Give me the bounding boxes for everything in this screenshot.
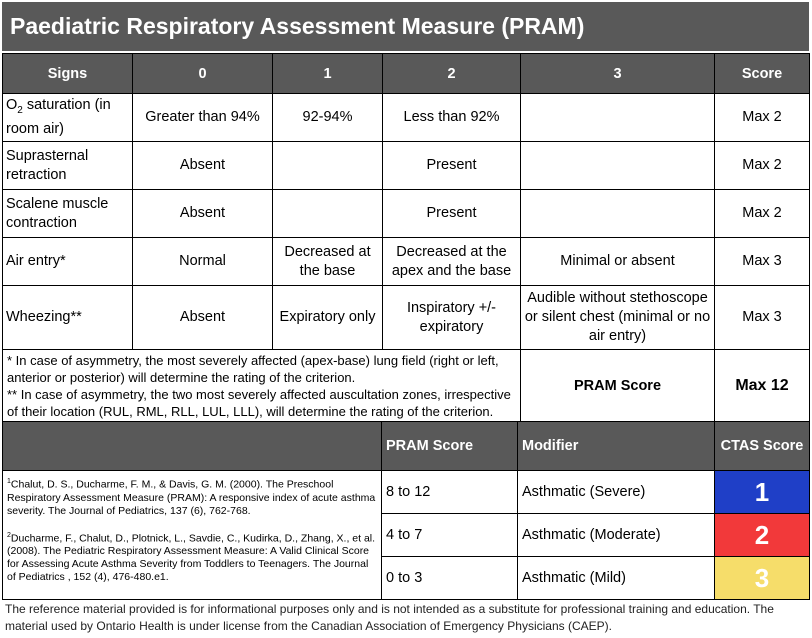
reference-1-number: 1 [7,478,11,485]
sign-label: Scalene muscle contraction [3,190,133,238]
header-score: Score [715,54,810,94]
sign-o2-saturation [3,94,133,142]
cell-0: Absent [133,142,273,190]
cell-3 [521,190,715,238]
cell-3 [521,94,715,142]
pram-score-label: PRAM Score [521,350,715,423]
sign-label: Air entry* [3,238,133,286]
ctas-header-blank [3,422,382,471]
page-title: Paediatric Respiratory Assessment Measure (PRAM) [2,2,809,51]
pram-range: 8 to 12 [382,471,518,514]
cell-2: Present [383,190,521,238]
sign-label: Suprasternal retraction [3,142,133,190]
table-row [3,142,810,190]
cell-1: Decreased at the base [273,238,383,286]
pram-table [2,53,810,423]
table-row [3,238,810,286]
cell-score: Max 2 [715,94,810,142]
ctas-header-pram: PRAM Score [382,422,518,471]
cell-score: Max 2 [715,190,810,238]
cell-3: Audible without stethoscope or silent chest (minimal or no air entry) [521,286,715,350]
cell-1 [273,190,383,238]
ctas-header-ctas: CTAS Score [715,422,810,471]
notes-row [3,350,810,423]
cell-0: Absent [133,190,273,238]
sign-label: Wheezing** [3,286,133,350]
references [3,471,382,600]
cell-3 [521,142,715,190]
table-row [3,286,810,350]
sign-o2-suffix: saturation (in room air) [6,97,111,137]
table-row [3,94,810,142]
pram-score-max: Max 12 [715,350,810,423]
modifier: Asthmatic (Moderate) [518,514,715,557]
asymmetry-notes [3,350,521,423]
reference-1 [7,475,377,518]
cell-2: Inspiratory +/- expiratory [383,286,521,350]
modifier: Asthmatic (Mild) [518,557,715,600]
header-score-1: 1 [273,54,383,94]
cell-score: Max 3 [715,286,810,350]
ctas-level-3: 3 [715,557,810,600]
cell-score: Max 2 [715,142,810,190]
disclaimer-footer: The reference material provided is for informational purposes only and is not intended as a substitute for professional training and education. The material used by Ontario Health is under license from the Canadian Association of Emergency Physicians (CAEP). [5,602,774,633]
header-score-3: 3 [521,54,715,94]
note-wheezing: ** In case of asymmetry, the two most severely affected auscultation zones, irrespective of their location (RUL, RML, RLL, LUL, LLL), will determine the rating of the criterion. [7,387,511,419]
reference-2-number: 2 [7,531,11,539]
ctas-level-1: 1 [715,471,810,514]
cell-3: Minimal or absent [521,238,715,286]
ctas-table [2,421,810,600]
cell-2: Present [383,142,521,190]
cell-0: Normal [133,238,273,286]
cell-1: 92-94% [273,94,383,142]
cell-1 [273,142,383,190]
ctas-header-modifier: Modifier [518,422,715,471]
pram-range: 0 to 3 [382,557,518,600]
modifier: Asthmatic (Severe) [518,471,715,514]
header-score-2: 2 [383,54,521,94]
note-air-entry: * In case of asymmetry, the most severely affected (apex-base) lung field (right or left, anterior or posterior) will determine the rating of the criterion. [7,353,499,385]
ctas-level-2: 2 [715,514,810,557]
ctas-header-row [3,422,810,471]
pram-header-row [3,54,810,94]
reference-2 [7,529,377,585]
ctas-row [3,471,810,514]
cell-2: Less than 92% [383,94,521,142]
table-row [3,190,810,238]
cell-1: Expiratory only [273,286,383,350]
reference-2-text: Ducharme, F., Chalut, D., Plotnick, L., Savdie, C., Kudirka, D., Zhang, X., et al. (2008). The Pediatric Respiratory Assessment Measure: A Valid Clinical Score for Assessing Acute Asthma Severity from Toddlers to Teenagers. The Journal of Pediatrics , 152 (4), 476-480.e1. [7,532,376,583]
cell-0: Absent [133,286,273,350]
cell-2: Decreased at the apex and the base [383,238,521,286]
header-score-0: 0 [133,54,273,94]
reference-1-text: Chalut, D. S., Ducharme, F. M., & Davis, G. M. (2000). The Preschool Respiratory Assessment Measure (PRAM): A responsive index of acute asthma severity. The Journal of Pediatrics, 137 (6), 762-768. [7,478,376,517]
header-signs: Signs [3,54,133,94]
cell-0: Greater than 94% [133,94,273,142]
cell-score: Max 3 [715,238,810,286]
pram-range: 4 to 7 [382,514,518,557]
sign-o2-subscript: 2 [17,104,23,116]
sign-o2-prefix: O [6,97,18,114]
